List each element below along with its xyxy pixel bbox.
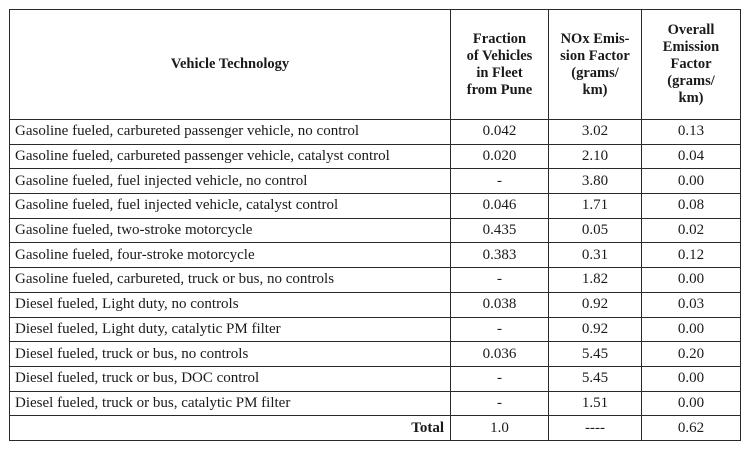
cell-overall: 0.03 bbox=[642, 292, 741, 317]
cell-technology: Diesel fueled, Light duty, catalytic PM filter bbox=[10, 317, 451, 342]
cell-nox: 2.10 bbox=[549, 144, 642, 169]
cell-technology: Gasoline fueled, fuel injected vehicle, no control bbox=[10, 169, 451, 194]
cell-nox: 3.02 bbox=[549, 120, 642, 145]
cell-overall: 0.00 bbox=[642, 169, 741, 194]
cell-fraction: 0.042 bbox=[451, 120, 549, 145]
table-row bbox=[10, 218, 741, 243]
header-fraction-line: in Fleet bbox=[476, 64, 523, 81]
total-label: Total bbox=[10, 416, 451, 441]
cell-fraction: 0.046 bbox=[451, 194, 549, 219]
cell-overall: 0.20 bbox=[642, 342, 741, 367]
header-row bbox=[10, 10, 741, 120]
table-row bbox=[10, 243, 741, 268]
cell-fraction: 0.383 bbox=[451, 243, 549, 268]
table-row bbox=[10, 366, 741, 391]
cell-overall: 0.12 bbox=[642, 243, 741, 268]
cell-fraction: 0.020 bbox=[451, 144, 549, 169]
cell-overall: 0.02 bbox=[642, 218, 741, 243]
cell-overall: 0.00 bbox=[642, 366, 741, 391]
header-fraction-line: of Vehicles bbox=[466, 47, 533, 64]
header-nox-line: (grams/ bbox=[571, 64, 619, 81]
cell-technology: Diesel fueled, truck or bus, DOC control bbox=[10, 366, 451, 391]
cell-fraction: - bbox=[451, 268, 549, 293]
cell-nox: 0.92 bbox=[549, 292, 642, 317]
cell-fraction: - bbox=[451, 366, 549, 391]
cell-nox: 5.45 bbox=[549, 366, 642, 391]
cell-technology: Gasoline fueled, four-stroke motorcycle bbox=[10, 243, 451, 268]
table-row bbox=[10, 144, 741, 169]
cell-overall: 0.00 bbox=[642, 317, 741, 342]
header-nox-emission-factor bbox=[549, 10, 642, 120]
cell-fraction: 0.435 bbox=[451, 218, 549, 243]
table-row bbox=[10, 268, 741, 293]
cell-fraction: - bbox=[451, 317, 549, 342]
header-nox-line: NOx Emis- bbox=[560, 30, 630, 47]
header-overall-line: Emission bbox=[662, 39, 720, 55]
total-nox: ---- bbox=[549, 416, 642, 441]
cell-technology: Diesel fueled, truck or bus, no controls bbox=[10, 342, 451, 367]
cell-fraction: 0.036 bbox=[451, 342, 549, 367]
header-fraction-line: from Pune bbox=[466, 81, 533, 98]
table-row bbox=[10, 169, 741, 194]
cell-technology: Diesel fueled, Light duty, no controls bbox=[10, 292, 451, 317]
header-nox-line: km) bbox=[582, 81, 608, 98]
header-overall-line: (grams/ bbox=[667, 73, 715, 89]
cell-technology: Gasoline fueled, fuel injected vehicle, catalyst control bbox=[10, 194, 451, 219]
header-overall-line: Overall bbox=[667, 22, 715, 38]
cell-nox: 0.31 bbox=[549, 243, 642, 268]
table-row bbox=[10, 292, 741, 317]
table-row bbox=[10, 342, 741, 367]
header-fraction-of-vehicles bbox=[451, 10, 549, 120]
table-row bbox=[10, 317, 741, 342]
header-overall-line: Factor bbox=[670, 56, 712, 72]
cell-overall: 0.08 bbox=[642, 194, 741, 219]
total-row bbox=[10, 416, 741, 441]
header-nox-line: sion Factor bbox=[560, 47, 630, 64]
cell-overall: 0.13 bbox=[642, 120, 741, 145]
header-fraction-line: Fraction bbox=[472, 30, 527, 47]
table-row bbox=[10, 391, 741, 416]
cell-nox: 1.71 bbox=[549, 194, 642, 219]
header-vehicle-technology: Vehicle Technology bbox=[10, 10, 451, 120]
table-row bbox=[10, 120, 741, 145]
header-overall-line: km) bbox=[678, 90, 704, 106]
cell-technology: Gasoline fueled, carbureted passenger vehicle, catalyst control bbox=[10, 144, 451, 169]
cell-overall: 0.00 bbox=[642, 268, 741, 293]
cell-technology: Gasoline fueled, carbureted, truck or bus, no controls bbox=[10, 268, 451, 293]
table-row bbox=[10, 194, 741, 219]
cell-overall: 0.04 bbox=[642, 144, 741, 169]
emission-factors-table bbox=[9, 9, 741, 441]
cell-nox: 0.05 bbox=[549, 218, 642, 243]
cell-technology: Gasoline fueled, two-stroke motorcycle bbox=[10, 218, 451, 243]
cell-overall: 0.00 bbox=[642, 391, 741, 416]
header-overall-emission-factor bbox=[642, 10, 741, 120]
cell-fraction: - bbox=[451, 391, 549, 416]
total-fraction: 1.0 bbox=[451, 416, 549, 441]
cell-nox: 0.92 bbox=[549, 317, 642, 342]
cell-technology: Diesel fueled, truck or bus, catalytic PM filter bbox=[10, 391, 451, 416]
cell-technology: Gasoline fueled, carbureted passenger vehicle, no control bbox=[10, 120, 451, 145]
cell-nox: 3.80 bbox=[549, 169, 642, 194]
cell-nox: 1.82 bbox=[549, 268, 642, 293]
cell-nox: 5.45 bbox=[549, 342, 642, 367]
cell-fraction: - bbox=[451, 169, 549, 194]
total-overall: 0.62 bbox=[642, 416, 741, 441]
cell-nox: 1.51 bbox=[549, 391, 642, 416]
cell-fraction: 0.038 bbox=[451, 292, 549, 317]
